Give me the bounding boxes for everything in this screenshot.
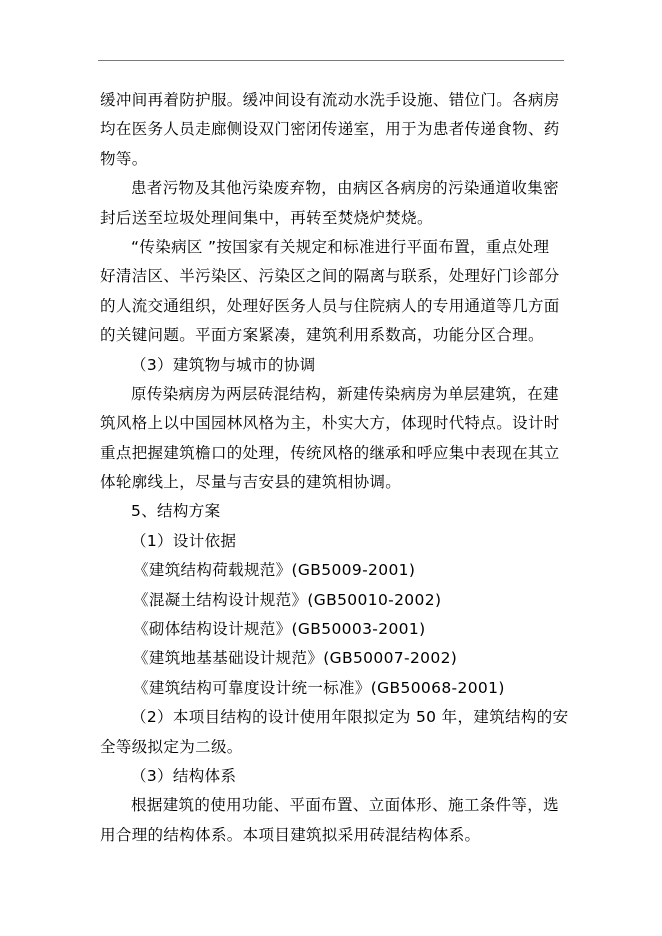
text-line: 缓冲间再着防护服。缓冲间设有流动水洗手设施、错位门。各病房 bbox=[100, 91, 560, 109]
text-line: 好清洁区、半污染区、污染区之间的隔离与联系，处理好门诊部分 bbox=[100, 267, 560, 286]
section-heading: 5、结构方案 bbox=[131, 502, 221, 521]
reference-item: 《建筑地基基础设计规范》(GB50007-2002) bbox=[133, 649, 458, 668]
text-line: 重点把握建筑檐口的处理，传统风格的继承和呼应集中表现在其立 bbox=[100, 443, 560, 462]
reference-item: 《砌体结构设计规范》(GB50003-2001) bbox=[133, 620, 426, 639]
text-line: 全等级拟定为二级。 bbox=[100, 737, 243, 756]
text-line: 体轮廓线上，尽量与吉安县的建筑相协调。 bbox=[100, 473, 402, 492]
reference-item: 《建筑结构可靠度设计统一标准》(GB50068-2001) bbox=[133, 678, 505, 697]
text-line: 的人流交通组织，处理好医务人员与住院病人的专用通道等几方面 bbox=[100, 296, 560, 315]
text-line: 的关键问题。平面方案紧凑，建筑利用系数高，功能分区合理。 bbox=[100, 326, 544, 345]
subsection-heading: （1）设计依据 bbox=[131, 531, 237, 550]
text-line: 物等。 bbox=[100, 149, 148, 168]
paragraph-start: （2）本项目结构的设计使用年限拟定为 50 年，建筑结构的安 bbox=[131, 708, 569, 727]
reference-item: 《建筑结构荷载规范》(GB5009-2001) bbox=[133, 561, 416, 580]
text-line: 用合理的结构体系。本项目建筑拟采用砖混结构体系。 bbox=[100, 825, 481, 844]
paragraph-start: 原传染病房为两层砖混结构，新建传染病房为单层建筑，在建 bbox=[131, 384, 559, 403]
paragraph-start: 患者污物及其他污染废弃物，由病区各病房的污染通道收集密 bbox=[131, 179, 559, 198]
reference-item: 《混凝土结构设计规范》(GB50010-2002) bbox=[133, 590, 442, 609]
paragraph-start: “传染病区 ”按国家有关规定和标准进行平面布置，重点处理 bbox=[131, 237, 550, 256]
paragraph-start: 根据建筑的使用功能、平面布置、立面体形、施工条件等，选 bbox=[131, 796, 559, 815]
document-body bbox=[100, 86, 569, 850]
header-rule bbox=[98, 60, 564, 61]
subsection-heading: （3）结构体系 bbox=[131, 766, 237, 785]
text-line: 封后送至垃圾处理间集中，再转至焚烧炉焚烧。 bbox=[100, 208, 433, 227]
text-line: 均在医务人员走廊侧设双门密闭传递室，用于为患者传递食物、药 bbox=[100, 120, 560, 139]
text-line: 筑风格上以中国园林风格为主，朴实大方，体现时代特点。设计时 bbox=[100, 414, 560, 433]
section-heading: （3）建筑物与城市的协调 bbox=[131, 355, 316, 374]
